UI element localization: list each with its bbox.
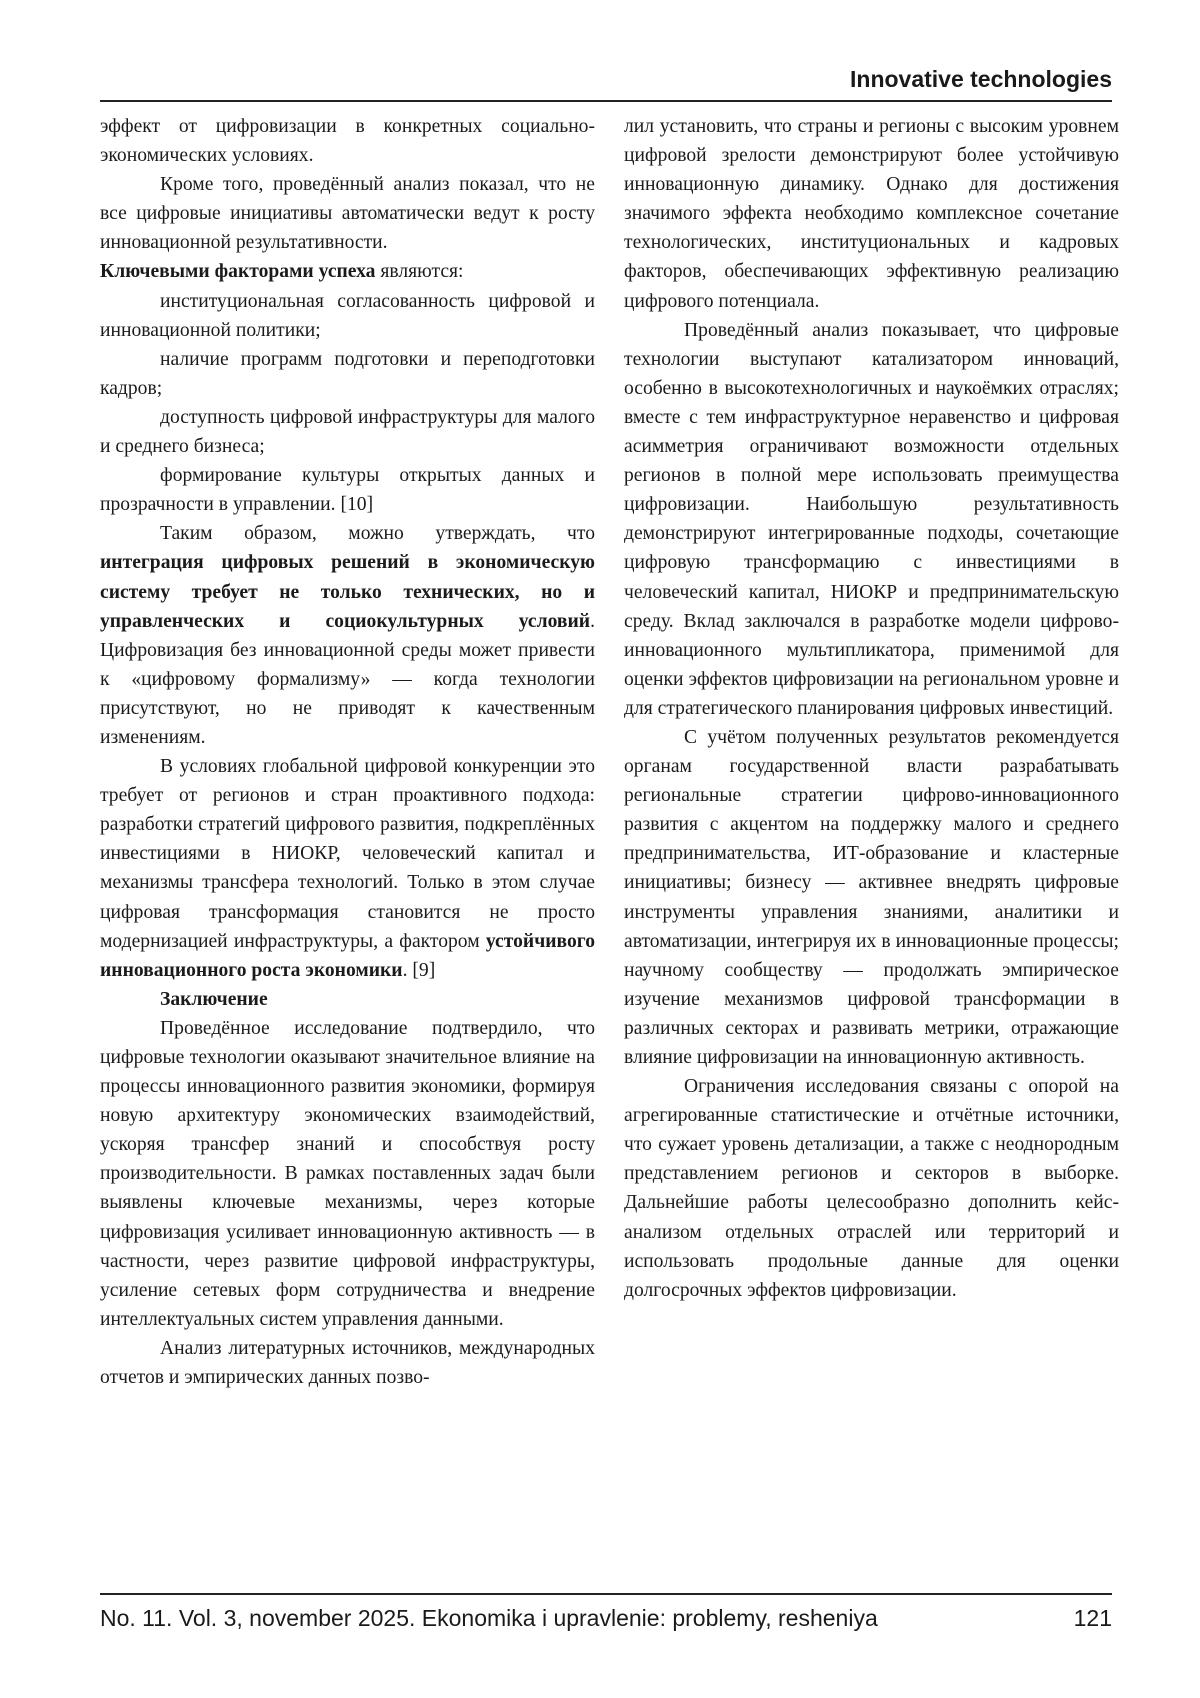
text-run: Таким образом, можно утверждать, что: [160, 523, 595, 545]
bold-phrase: интеграция цифровых решений в экономическую систему требует не только технических, но и управленческих и социокультурных условий: [100, 552, 595, 632]
left-column: [100, 112, 595, 1392]
list-item: доступность цифровой инфраструктуры для малого и среднего бизнеса;: [100, 406, 595, 458]
section-heading-text: Заключение: [160, 988, 268, 1010]
paragraph: Анализ литературных источников, международных отчетов и эмпирических данных позво-: [100, 1337, 595, 1389]
paragraph: эффект от цифровизации в конкретных социально-экономических условиях.: [100, 116, 595, 167]
text-run: В условиях глобальной цифровой конкуренции это требует от регионов и стран проактивного подхода: разработки стратегий цифрового развития, подкреплённых инвестициями в НИОКР, человеческий капитал и механизмы трансфера технологий. Только в этом случае цифровая трансформация становится не просто модернизацией инфраструктуры, а фактором: [100, 756, 595, 952]
journal-citation: No. 11. Vol. 3, november 2025. Ekonomika i upravlenie: problemy, resheniya: [100, 1605, 878, 1631]
bold-phrase: Ключевыми факторами успеха: [100, 261, 376, 283]
section-heading: [100, 985, 595, 1014]
paragraph: [100, 752, 595, 985]
text-run: являются:: [375, 261, 464, 283]
list-item: наличие программ подготовки и переподготовки кадров;: [100, 348, 595, 399]
paragraph: лил установить, что страны и регионы с высоким уровнем цифровой зрелости демонстрируют более устойчивую инновационную динамику. Однако для достижения значимого эффекта необходимо комплексное сочетание технологических, институциональных и кадровых факторов, обеспечивающих эффективную реализацию цифрового потенциала.: [624, 116, 1119, 312]
text-run: . Цифровизация без инновационной среды может привести к «цифровому формализму» — когда технологии присутствуют, но не приводят к качественным изменениям.: [100, 610, 595, 748]
paragraph: С учётом полученных результатов рекомендуется органам государственной власти разрабатывать региональные стратегии цифрово-инновационного развития с акцентом на поддержку малого и среднего предпринимательства, ИТ-образование и кластерные инициативы; бизнесу — активнее внедрять цифровые инструменты управления знаниями, аналитики и автоматизации, интегрируя их в инновационные процессы; научному сообществу — продолжать эмпирическое изучение механизмов цифровой трансформации в различных секторах и развивать метрики, отражающие влияние цифровизации на инновационную активность.: [624, 726, 1119, 1068]
paragraph: [100, 519, 595, 752]
paragraph: [100, 257, 595, 286]
header-rule: [100, 100, 1112, 102]
running-head: Innovative technologies: [850, 66, 1112, 92]
bold-phrase: устойчивого инновационного роста экономики: [100, 930, 595, 981]
paragraph: Проведённое исследование подтвердило, что цифровые технологии оказывают значительное влияние на процессы инновационного развития экономики, формируя новую архитектуру экономических взаимодействий, ускоряя трансфер знаний и способствуя росту производительности. В рамках поставленных задач были выявлены ключевые механизмы, через которые цифровизация усиливает инновационную активность — в частности, через развитие цифровой инфраструктуры, усиление сетевых форм сотрудничества и внедрение интеллектуальных систем управления данными.: [100, 1017, 595, 1330]
paragraph: Проведённый анализ показывает, что цифровые технологии выступают катализатором инноваций, особенно в высокотехнологичных и наукоёмких отраслях; вместе с тем инфраструктурное неравенство и цифровая асимметрия ограничивают возможности отдельных регионов в полной мере использовать преимущества цифровизации. Наибольшую результативность демонстрируют интегрированные подходы, сочетающие цифровую трансформацию с инвестициями в человеческий капитал, НИОКР и предпринимательскую среду. Вклад заключался в разработке модели цифрово-инновационного мультипликатора, применимой для оценки эффектов цифровизации на региональном уровне и для стратегического планирования цифровых инвестиций.: [624, 319, 1119, 719]
paragraph: Кроме того, проведённый анализ показал, что не все цифровые инициативы автоматически ведут к росту инновационной результативности.: [100, 174, 595, 254]
list-item: формирование культуры открытых данных и прозрачности в управлении. [10]: [100, 465, 595, 516]
footer-rule: [100, 1593, 1112, 1595]
paragraph: Ограничения исследования связаны с опорой на агрегированные статистические и отчётные источники, что сужает уровень детализации, а также с неоднородным представлением регионов и секторов в выборке. Дальнейшие работы целесообразно дополнить кейс-анализом отдельных отраслей или территорий и использовать продольные данные для оценки долгосрочных эффектов цифровизации.: [624, 1076, 1119, 1301]
right-column: [624, 112, 1119, 1305]
list-item: институциональная согласованность цифровой и инновационной политики;: [100, 290, 595, 341]
page-footer: [100, 1603, 1112, 1633]
text-run: . [9]: [402, 959, 436, 981]
page-number: 121: [1073, 1605, 1112, 1631]
